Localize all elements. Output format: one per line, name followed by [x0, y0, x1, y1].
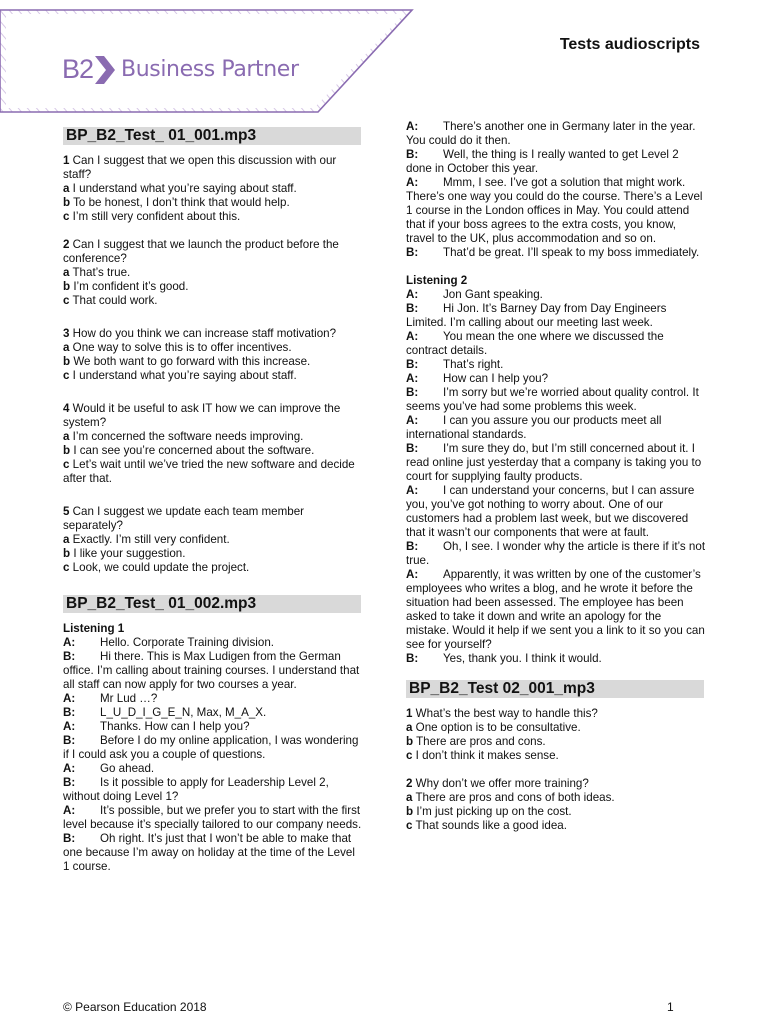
- dialog-line: A: Jon Gant speaking.: [406, 288, 543, 301]
- dialog-line: A: There’s another one in Germany later in the year. You could do it then.: [406, 120, 696, 147]
- question-2: 2 Why don’t we offer more training? a There are pros and cons of both ideas. b I’m just picking up on the cost. c That sounds like a good idea.: [406, 777, 615, 832]
- dialog-line: A: How can I help you?: [406, 372, 549, 385]
- dialog-line: A: Hello. Corporate Training division.: [63, 636, 274, 649]
- copyright-notice: © Pearson Education 2018: [63, 1000, 207, 1014]
- dialog-line: A: Apparently, it was written by one of the customer’s employees who writes a blog, and he wrote it before the situation had been assessed. The employee has been asked to take it down and write an apology for the mistake. Would it help if we sent you a link to it so you can see for yourself?: [406, 568, 705, 651]
- question-4: 4 Would it be useful to ask IT how we can improve the system? a I’m concerned the software needs improving. b I can see you’re concerned about the software. c Let’s wait until we’ve tried the new software and decide after that.: [63, 402, 355, 485]
- dialog-line: B: Well, the thing is I really wanted to get Level 2 done in October this year.: [406, 148, 679, 175]
- dialog-line: B: I’m sure they do, but I’m still concerned about it. I read online just yesterday that a company is taking you to court for supplying faulty products.: [406, 442, 702, 483]
- dialog-listening-1-continued: [406, 120, 706, 260]
- dialog-line: A: Go ahead.: [63, 762, 155, 775]
- left-column: [63, 127, 363, 874]
- dialog-line: B: Oh, I see. I wonder why the article is there if it’s not true.: [406, 540, 706, 567]
- document-title: Tests audioscripts: [559, 36, 700, 53]
- brand-logo: [62, 54, 299, 85]
- dialog-line: A: I can you assure you our products meet all international standards.: [406, 414, 662, 441]
- section-heading: BP_B2_Test 02_001_mp3: [406, 680, 704, 698]
- dialog-line: A: You mean the one where we discussed the contract details.: [406, 330, 664, 357]
- question-3: 3 How do you think we can increase staff motivation? a One way to solve this is to offer incentives. b We both want to go forward with this increase. c I understand what you’re saying about staff.: [63, 327, 337, 382]
- brand-level: B2: [62, 54, 94, 84]
- dialog-listening-2: [406, 288, 706, 666]
- section-heading: BP_B2_Test_ 01_002.mp3: [63, 595, 361, 613]
- question-5: 5 Can I suggest we update each team member separately? a Exactly. I’m still very confident. b I like your suggestion. c Look, we could update the project.: [63, 505, 305, 574]
- dialog-line: A: I can understand your concerns, but I can assure you, you’ve got nothing to worry about. One of our customers had a problem last week, but we discovered that it wasn’t our components that were at fault.: [406, 484, 695, 539]
- dialog-line: A: Mmm, I see. I’ve got a solution that might work. There’s one way you could do the course. There’s a Level 1 course in the London offices in May. You could attend that if your boss agrees to the extra costs, you know, travel to the UK, plus accommodation and so on.: [406, 176, 703, 245]
- page-number: 1: [667, 1000, 674, 1014]
- dialog-line: B: Before I do my online application, I was wondering if I could ask you a couple of questions.: [63, 734, 359, 761]
- dialog-line: B: I’m sorry but we’re worried about quality control. It seems you’ve had some problems this week.: [406, 386, 699, 413]
- right-column: [406, 120, 706, 847]
- dialog-line: A: It’s possible, but we prefer you to start with the first level because it’s specially tailored to our company needs.: [63, 804, 362, 831]
- section-heading: BP_B2_Test_ 01_001.mp3: [63, 127, 361, 145]
- dialog-line: B: Is it possible to apply for Leadership Level 2, without doing Level 1?: [63, 776, 329, 803]
- chevron-right-icon: [95, 56, 115, 84]
- dialog-line: A: Thanks. How can I help you?: [63, 720, 250, 733]
- dialog-line: B: Yes, thank you. I think it would.: [406, 652, 602, 665]
- question-1: 1 What’s the best way to handle this? a One option is to be consultative. b There are pros and cons. c I don’t think it makes sense.: [406, 707, 598, 762]
- dialog-line: B: L_U_D_I_G_E_N, Max, M_A_X.: [63, 706, 267, 719]
- question-1: 1 Can I suggest that we open this discussion with our staff? a I understand what you’re saying about staff. b To be honest, I don’t think that would help. c I’m still very confident about this.: [63, 154, 337, 223]
- dialog-line: B: Hi there. This is Max Ludigen from the German office. I’m calling about training courses. I understand that all staff can now apply for two courses a year.: [63, 650, 360, 691]
- brand-name: Business Partner: [121, 57, 299, 82]
- dialog-listening-1: [63, 636, 363, 874]
- dialog-line: B: Oh right. It’s just that I won’t be able to make that one because I’m away on holiday at the time of the Level 1 course.: [63, 832, 355, 873]
- listening-2-label: Listening 2: [406, 274, 468, 287]
- dialog-line: B: Hi Jon. It’s Barney Day from Day Engineers Limited. I’m calling about our meeting last week.: [406, 302, 667, 329]
- dialog-line: B: That’d be great. I’ll speak to my boss immediately.: [406, 246, 700, 259]
- dialog-line: A: Mr Lud …?: [63, 692, 158, 705]
- listening-1-label: Listening 1: [63, 622, 125, 635]
- question-2: 2 Can I suggest that we launch the product before the conference? a That’s true. b I’m confident it’s good. c That could work.: [63, 238, 339, 307]
- dialog-line: B: That’s right.: [406, 358, 504, 371]
